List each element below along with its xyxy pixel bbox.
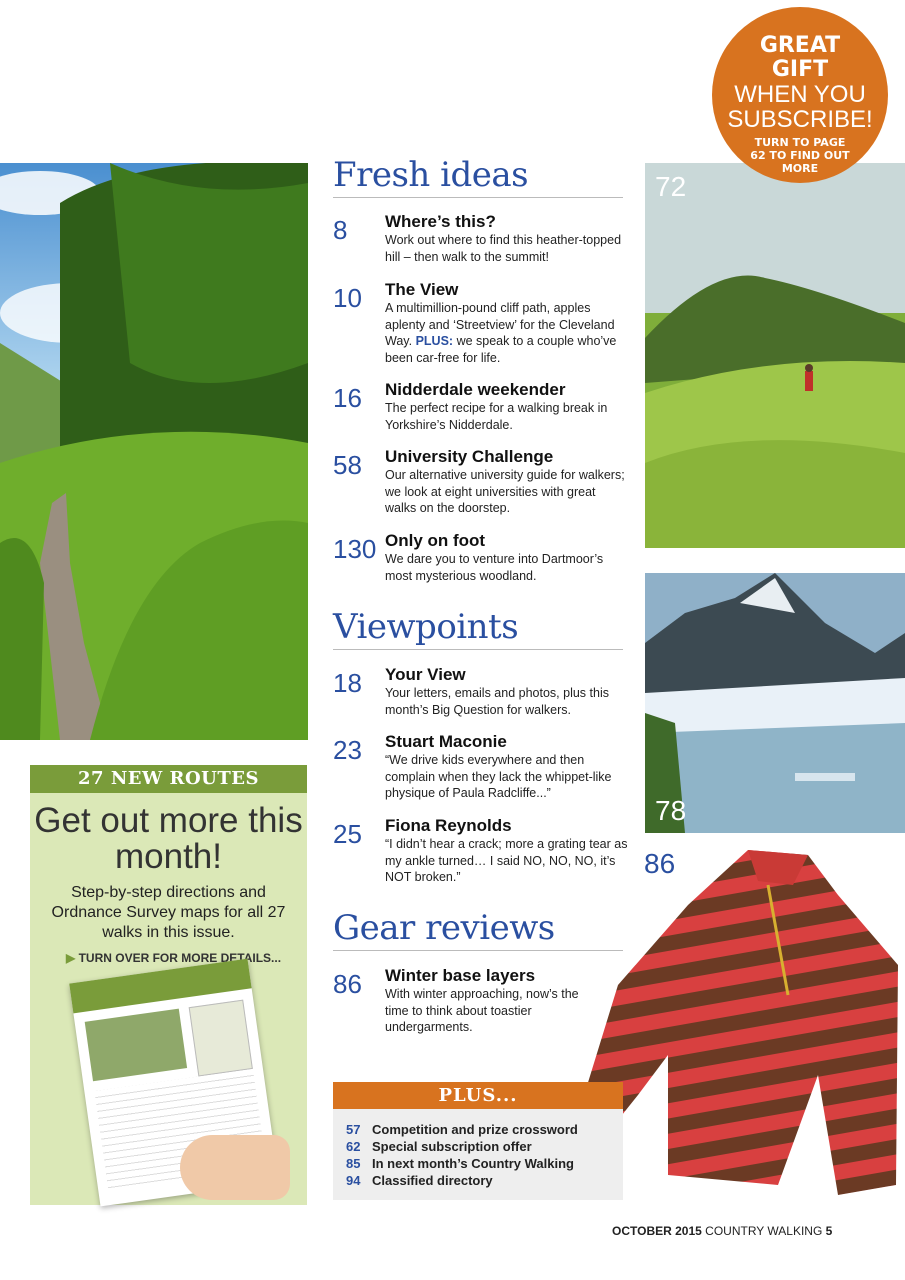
footer-magazine: COUNTRY WALKING	[705, 1224, 823, 1238]
entry-page-number: 18	[333, 668, 362, 698]
entry-description	[385, 300, 628, 366]
entry-page-number: 10	[333, 283, 362, 313]
entry-page-number: 16	[333, 383, 362, 413]
entry-description-a: A multimillion-pound cliff path, apples aplenty and ‘Streetview’ for the Cleveland Way.	[385, 301, 615, 348]
entry-heading: University Challenge	[385, 447, 554, 466]
plus-item-label: In next month’s Country Walking	[372, 1156, 574, 1171]
entry-description: Our alternative university guide for walkers; we look at eight universities with great walks on the doorstep.	[385, 468, 625, 515]
section-title-fresh-ideas: Fresh ideas	[333, 155, 623, 198]
photo-number-78: 78	[655, 795, 687, 826]
entry-heading: Your View	[385, 665, 466, 684]
subscription-gift-badge[interactable]	[712, 7, 888, 183]
play-arrow-icon: ▶	[66, 951, 76, 965]
plus-page-number: 57	[346, 1122, 361, 1137]
entry-page-number: 8	[333, 215, 348, 245]
entry-page-number: 25	[333, 819, 362, 849]
section-title-viewpoints: Viewpoints	[333, 607, 623, 650]
footer-month: OCTOBER 2015	[612, 1224, 702, 1238]
badge-line-turn-to-page: TURN TO PAGE 62 TO FIND OUT MORE	[750, 136, 850, 175]
entry-page-number: 130	[333, 534, 377, 564]
entry-heading: The View	[385, 280, 459, 299]
new-routes-header: 27 NEW ROUTES	[30, 765, 307, 793]
badge-line-gift: GIFT	[771, 57, 829, 82]
plus-page-number: 94	[346, 1173, 361, 1188]
entry-description: With winter approaching, now’s the time to think about toastier undergarments.	[385, 987, 579, 1034]
new-routes-description: Step-by-step directions and Ordnance Survey maps for all 27 walks in this issue.	[51, 884, 286, 941]
plus-list	[333, 1109, 623, 1189]
entry-description: Your letters, emails and photos, plus this month’s Big Question for walkers.	[385, 686, 609, 717]
entry-page-number: 86	[333, 969, 362, 999]
entry-description: We dare you to venture into Dartmoor’s most mysterious woodland.	[385, 552, 604, 583]
footer-page-number: 5	[825, 1224, 833, 1238]
entry-description: “We drive kids everywhere and then complain when they lack the whippet-like physique of Paula Radcliffe...”	[385, 753, 612, 800]
contents-entry-18[interactable]	[333, 665, 628, 718]
new-routes-panel[interactable]	[30, 765, 307, 1205]
turn-over-link[interactable]	[30, 951, 307, 965]
photo-number-86: 86	[644, 848, 676, 879]
plus-label: PLUS:	[415, 334, 454, 348]
section-title-gear-reviews: Gear reviews	[333, 908, 623, 951]
contents-entry-130[interactable]	[333, 531, 628, 584]
entry-heading: Stuart Maconie	[385, 732, 507, 751]
contents-entry-86[interactable]	[333, 966, 583, 1036]
plus-page-number: 85	[346, 1156, 361, 1171]
plus-panel	[333, 1082, 623, 1200]
entry-description-b: we speak to a couple who’ve been car-free for life.	[385, 334, 617, 365]
bracken-path-photo	[0, 163, 308, 740]
entry-page-number: 58	[333, 450, 362, 480]
base-layer-jumper-photo	[578, 845, 905, 1200]
photo-number-72: 72	[655, 171, 687, 202]
entry-description: “I didn’t hear a crack; more a grating tear as my ankle turned… I said NO, NO, NO, it’s NOT broken.”	[385, 837, 628, 884]
contents-entry-8[interactable]	[333, 212, 628, 265]
plus-item-label: Special subscription offer	[372, 1139, 532, 1154]
contents-entry-58[interactable]	[333, 447, 628, 517]
entry-heading: Only on foot	[385, 531, 486, 550]
mountain-walker-photo	[645, 163, 905, 548]
turn-over-text: TURN OVER FOR MORE DETAILS...	[78, 951, 282, 965]
plus-header: PLUS...	[333, 1082, 623, 1109]
contents-entry-10[interactable]	[333, 280, 628, 366]
entry-description: The perfect recipe for a walking break in Yorkshire’s Nidderdale.	[385, 401, 608, 432]
entry-page-number: 23	[333, 735, 362, 765]
plus-item-label: Classified directory	[372, 1173, 493, 1188]
contents-entry-23[interactable]	[333, 732, 628, 802]
entry-heading: Nidderdale weekender	[385, 380, 566, 399]
holding-hand-illustration	[180, 1135, 290, 1200]
badge-line-subscribe: SUBSCRIBE!	[727, 106, 873, 133]
plus-list-item[interactable]	[346, 1172, 623, 1189]
plus-page-number: 62	[346, 1139, 361, 1154]
plus-item-label: Competition and prize crossword	[372, 1122, 578, 1137]
plus-list-item[interactable]	[346, 1155, 623, 1172]
entry-description: Work out where to find this heather-topped hill – then walk to the summit!	[385, 233, 622, 264]
contents-entry-25[interactable]	[333, 816, 628, 886]
new-routes-title: Get out more this month!	[34, 801, 303, 876]
badge-line-when-you: WHEN YOU	[734, 81, 866, 108]
entry-heading: Where’s this?	[385, 212, 496, 231]
glacier-photo	[645, 573, 905, 833]
plus-list-item[interactable]	[346, 1138, 623, 1155]
badge-line-great: GREAT	[759, 33, 841, 58]
entry-heading: Fiona Reynolds	[385, 816, 512, 835]
plus-list-item[interactable]	[346, 1121, 623, 1138]
entry-heading: Winter base layers	[385, 966, 536, 985]
contents-entry-16[interactable]	[333, 380, 628, 433]
page-footer	[612, 1224, 832, 1238]
